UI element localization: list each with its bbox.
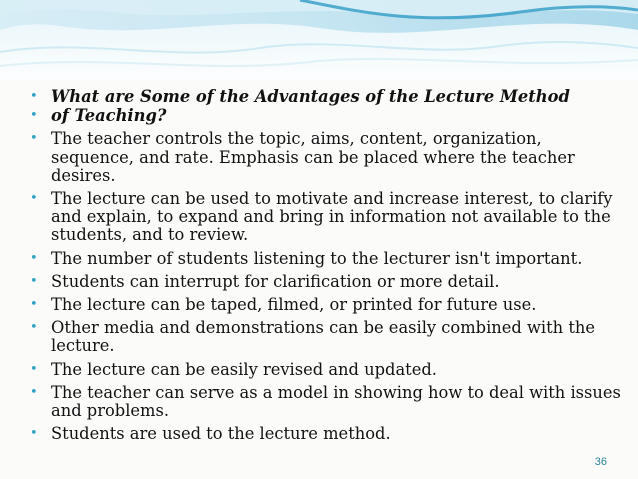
bullet-text: of Teaching? <box>51 106 167 126</box>
bullet-item-heading-1 <box>30 88 625 106</box>
bullet-text: The lecture can be used to motivate and increase interest, to clarify and explain, to expand and bring in information not available to the students, and to review. <box>51 189 613 245</box>
bullet-text: The teacher can serve as a model in showing how to deal with issues and problems. <box>51 382 621 421</box>
bullet-item <box>30 130 625 185</box>
bullet-list <box>30 88 625 448</box>
bullet-icon: • <box>30 250 38 266</box>
bullet-item <box>30 190 625 245</box>
bullet-text: The teacher controls the topic, aims, content, organization, sequence, and rate. Emphasis can be placed where the teacher desires. <box>51 129 575 185</box>
bullet-icon: • <box>30 191 38 207</box>
bullet-icon: • <box>30 273 38 289</box>
bullet-text: Students can interrupt for clarification or more detail. <box>51 271 500 291</box>
bullet-text: Other media and demonstrations can be easily combined with the lecture. <box>51 318 596 356</box>
bullet-icon: • <box>30 320 38 336</box>
bullet-item <box>30 361 625 379</box>
bullet-icon: • <box>30 361 38 377</box>
bullet-text: What are Some of the Advantages of the Lecture Method <box>51 87 570 106</box>
bullet-text: The number of students listening to the lecturer isn't important. <box>51 248 583 268</box>
page-number: 36 <box>594 456 607 468</box>
bullet-icon: • <box>30 131 38 147</box>
bullet-item <box>30 250 625 268</box>
bullet-text: Students are used to the lecture method. <box>51 424 391 444</box>
bullet-icon: • <box>30 89 38 104</box>
bullet-item <box>30 384 625 420</box>
bullet-icon: • <box>30 384 38 400</box>
bullet-item <box>30 425 625 443</box>
bullet-item-heading-2 <box>30 107 625 125</box>
header-wave-decoration <box>0 0 638 90</box>
bullet-item <box>30 296 625 314</box>
bullet-item <box>30 273 625 291</box>
bullet-icon: • <box>30 108 38 124</box>
bullet-item <box>30 319 625 355</box>
bullet-icon: • <box>30 426 38 442</box>
bullet-icon: • <box>30 297 38 313</box>
bullet-text: The lecture can be taped, filmed, or printed for future use. <box>51 295 537 315</box>
bullet-text: The lecture can be easily revised and updated. <box>51 359 437 379</box>
